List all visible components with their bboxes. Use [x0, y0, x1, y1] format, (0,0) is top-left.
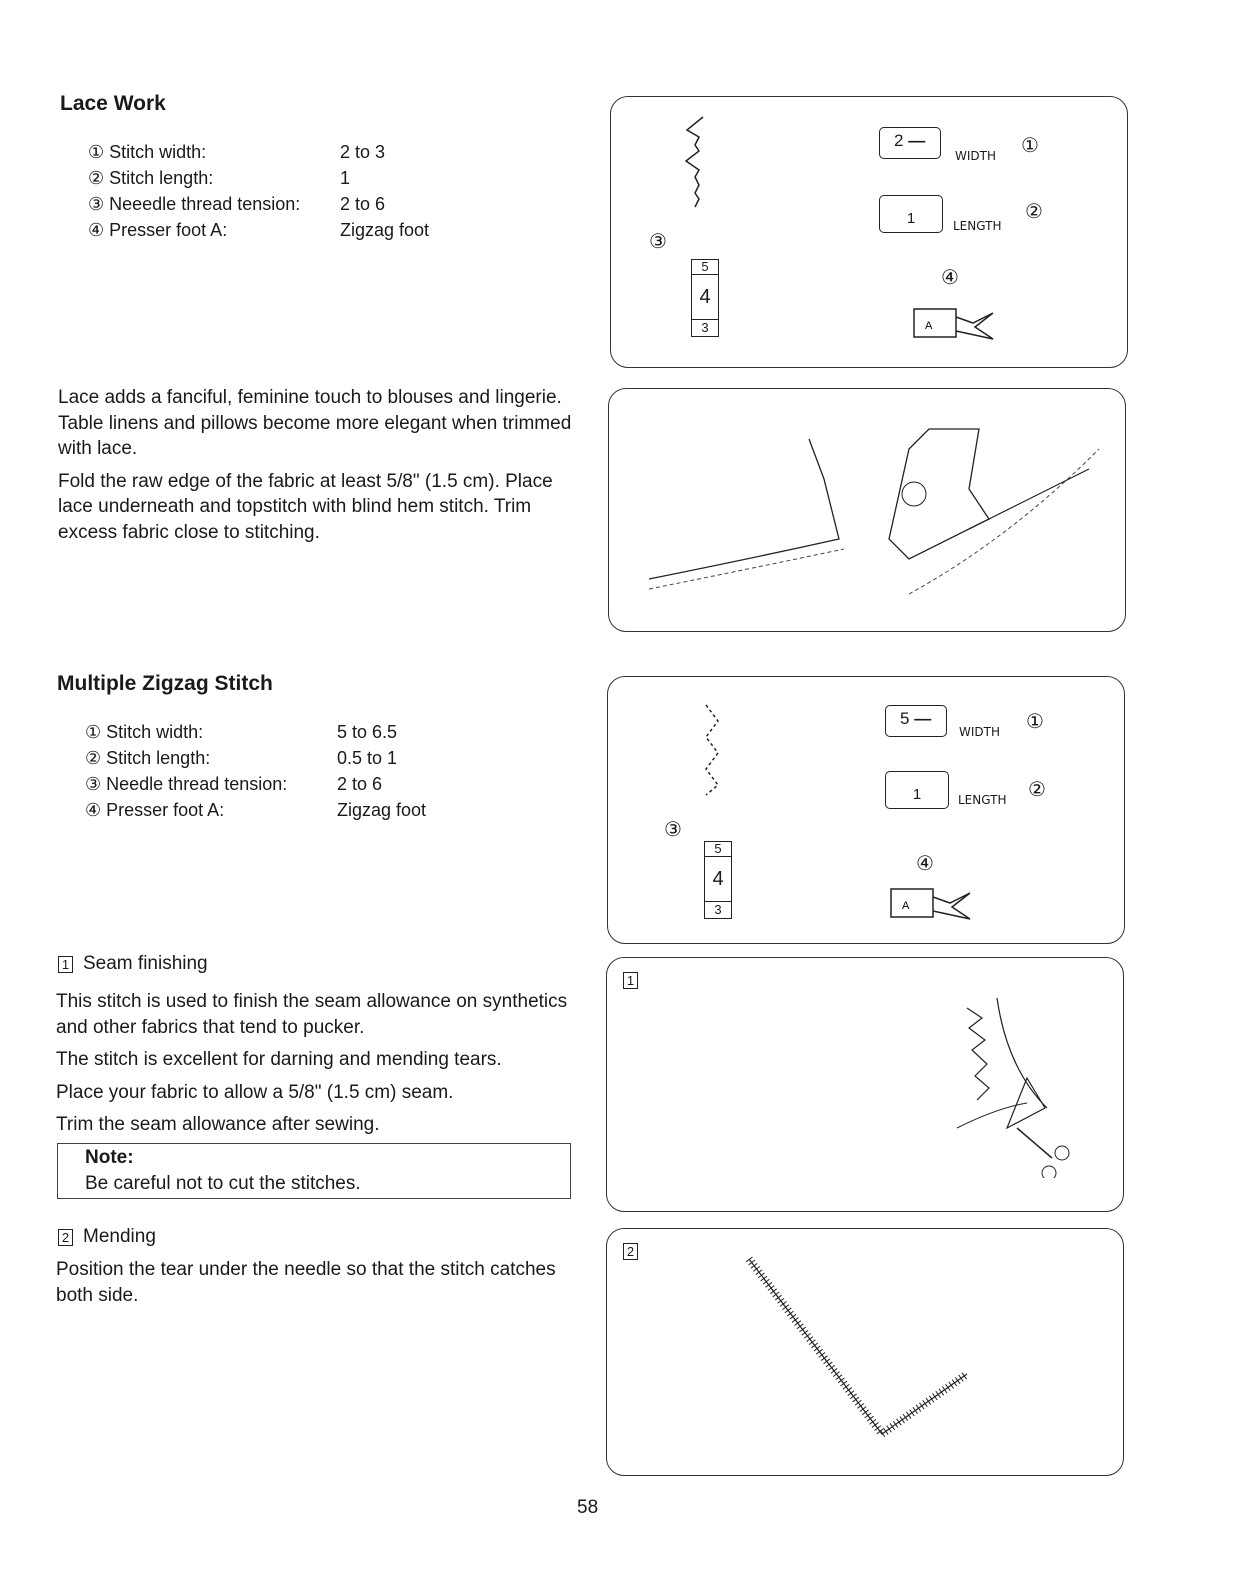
- spec-label: ④ Presser foot A:: [85, 800, 225, 820]
- spec-label: ③ Needle thread tension:: [85, 774, 288, 794]
- zigzag-specs: [85, 719, 426, 823]
- lace-illustration-panel: [608, 388, 1126, 632]
- mending-tear-illustration: [737, 1249, 987, 1459]
- spec-value: 2 to 6: [340, 194, 386, 214]
- paragraph: Fold the raw edge of the fabric at least 5/8" (1.5 cm). Place lace underneath and topstitch with blind hem stitch. Trim excess fabric close to stitching.: [58, 470, 553, 543]
- spec-row: [88, 191, 429, 217]
- paragraph: Trim the seam allowance after sewing.: [56, 1114, 380, 1135]
- dial-mark: 4: [691, 275, 719, 320]
- lace-sewing-illustration: [609, 389, 1125, 631]
- lace-work-heading: Lace Work: [60, 92, 166, 115]
- mending-text: [56, 1257, 566, 1315]
- spec-row: [88, 217, 429, 243]
- presser-foot-icon: [890, 887, 972, 921]
- multiple-zigzag-heading: Multiple Zigzag Stitch: [57, 672, 273, 695]
- paragraph: Position the tear under the needle so that the stitch catches both side.: [56, 1259, 556, 1306]
- callout-3: ③: [649, 231, 667, 253]
- svg-text:A: A: [925, 320, 933, 332]
- spec-row: [88, 165, 429, 191]
- callout-3: ③: [664, 819, 682, 841]
- spec-value: 5 to 6.5: [337, 722, 398, 742]
- spec-row: [85, 771, 426, 797]
- paragraph: This stitch is used to finish the seam allowance on synthetics and other fabrics that tend to pucker.: [56, 991, 568, 1038]
- spec-label: ① Stitch width:: [85, 722, 204, 742]
- spec-value: 2 to 3: [340, 142, 386, 162]
- spec-row: [88, 139, 429, 165]
- heading-text: Mending: [83, 1226, 156, 1247]
- callout-2: ②: [1028, 779, 1046, 801]
- width-display: 2 —: [879, 127, 941, 159]
- callout-4: ④: [941, 267, 959, 289]
- width-label: WIDTH: [959, 725, 1000, 739]
- spec-value: Zigzag foot: [340, 220, 430, 240]
- spec-row: [85, 719, 426, 745]
- lace-settings-panel: [610, 96, 1128, 368]
- length-label: LENGTH: [953, 219, 1002, 233]
- width-label: WIDTH: [955, 149, 996, 163]
- spec-row: [85, 797, 426, 823]
- spec-label: ② Stitch length:: [88, 168, 214, 188]
- paragraph: The stitch is excellent for darning and mending tears.: [56, 1049, 502, 1070]
- dial-mark: 3: [704, 902, 732, 919]
- presser-foot-icon: [913, 307, 995, 341]
- note-box: [57, 1143, 571, 1199]
- spec-value: 2 to 6: [337, 774, 383, 794]
- width-value: 2: [894, 131, 904, 150]
- spec-label: ① Stitch width:: [88, 142, 207, 162]
- multiple-zigzag-stitch-icon: [700, 701, 730, 801]
- spec-value: 0.5 to 1: [337, 748, 398, 768]
- tension-dial-icon: [691, 259, 719, 337]
- length-label: LENGTH: [958, 793, 1007, 807]
- length-display: 1: [879, 195, 943, 233]
- spec-value: Zigzag foot: [337, 800, 427, 820]
- heading-text: Seam finishing: [83, 953, 208, 974]
- tension-dial-icon: [704, 841, 732, 919]
- spec-label: ③ Neeedle thread tension:: [88, 194, 301, 214]
- dial-mark: 5: [704, 841, 732, 857]
- callout-2: ②: [1025, 201, 1043, 223]
- lace-description: [58, 385, 578, 552]
- zigzag-settings-panel: [607, 676, 1125, 944]
- dial-mark: 5: [691, 259, 719, 275]
- svg-text:A: A: [902, 900, 910, 912]
- seam-finishing-heading: [58, 953, 208, 975]
- spec-label: ④ Presser foot A:: [88, 220, 228, 240]
- marker-1: 1: [58, 956, 73, 973]
- callout-1: ①: [1026, 711, 1044, 733]
- dial-mark: 4: [704, 857, 732, 902]
- page-number: 58: [577, 1497, 599, 1518]
- paragraph: Place your fabric to allow a 5/8" (1.5 cm) seam.: [56, 1081, 454, 1103]
- paragraph: Lace adds a fanciful, feminine touch to blouses and lingerie. Table linens and pillows become more elegant when trimmed with lace.: [58, 387, 572, 459]
- spec-value: 1: [340, 168, 351, 188]
- length-display: 1: [885, 771, 949, 809]
- note-text: Be careful not to cut the stitches.: [85, 1173, 361, 1194]
- width-display: 5 —: [885, 705, 947, 737]
- spec-row: [85, 745, 426, 771]
- callout-4: ④: [916, 853, 934, 875]
- seam-trimming-illustration: [937, 988, 1077, 1178]
- note-title: Note:: [85, 1147, 134, 1168]
- seam-finishing-panel: [606, 957, 1124, 1212]
- spec-label: ② Stitch length:: [85, 748, 211, 768]
- callout-1: ①: [1021, 135, 1039, 157]
- marker-1: 1: [623, 972, 638, 989]
- mending-heading: [58, 1226, 156, 1248]
- seam-finishing-text: [56, 989, 576, 1145]
- dial-mark: 3: [691, 320, 719, 337]
- lace-specs: [88, 139, 429, 243]
- mending-panel: [606, 1228, 1124, 1476]
- width-value: 5: [900, 709, 910, 728]
- marker-2: 2: [623, 1243, 638, 1260]
- zigzag-stitch-icon: [681, 115, 711, 215]
- marker-2: 2: [58, 1229, 73, 1246]
